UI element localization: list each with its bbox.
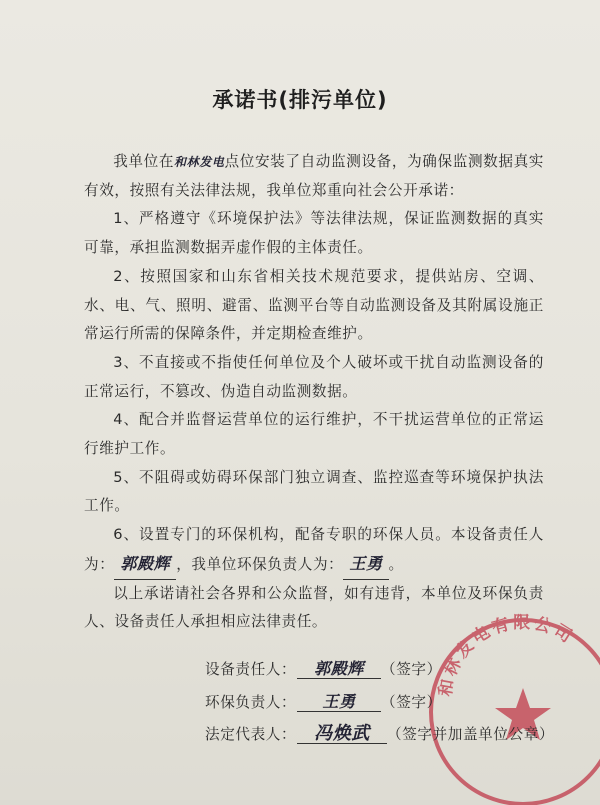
seal-text: 和林发电有限公司: [435, 613, 578, 698]
handwritten-equipment-person: 郭殿辉: [114, 550, 176, 580]
commitment-item-5: 5、不阻碍或妨碍环保部门独立调查、监控巡查等环境保护执法工作。: [84, 468, 544, 515]
signature-row-environment: [205, 691, 565, 712]
signature-note: （签字）: [381, 661, 442, 678]
signature-row-legal-rep: [205, 723, 565, 744]
intro-prefix: 我单位在: [113, 153, 175, 170]
intro-paragraph: [84, 148, 544, 205]
closing-paragraph: 以上承诺请社会各界和公众监督，如有违背，本单位及环保负责人、设备责任人承担相应法律责任。: [84, 584, 544, 631]
handwritten-signature: 郭殿辉: [297, 660, 381, 679]
commitment-item-2: 2、按照国家和山东省相关技术规范要求，提供站房、空调、水、电、气、照明、避雷、监测平台等自动监测设备及其附属设施正常运行所需的保障条件，并定期检查维护。: [84, 267, 544, 343]
document-body: [84, 148, 544, 637]
commitment-item-1: 1、严格遵守《环境保护法》等法律法规，保证监测数据的真实可靠，承担监测数据弄虚作假的主体责任。: [84, 210, 544, 257]
signature-label: 设备责任人：: [205, 661, 297, 678]
item6-prefix: 6、设置专门的环保机构，配备专职的环保人员。本设备责任人为：: [84, 526, 544, 573]
item6-middle: ，我单位环保负责人为：: [176, 555, 344, 573]
signature-label: 法定代表人：: [205, 726, 297, 743]
signature-note: （签字并加盖单位公章）: [387, 726, 555, 743]
signature-row-equipment: [205, 658, 565, 679]
commitment-item-6: [84, 521, 544, 579]
item6-end: 。: [388, 555, 404, 573]
document-title: 承诺书(排污单位): [212, 88, 388, 112]
handwritten-unit-name: 和林发电: [174, 155, 225, 169]
signature-label: 环保负责人：: [205, 694, 297, 711]
signature-note: （签字）: [381, 694, 442, 711]
intro-suffix: 点位安装了自动监测设备，为确保监测数据真实有效，按照有关法律法规，我单位郑重向社会公开承诺：: [84, 153, 544, 199]
handwritten-signature: 冯焕武: [297, 725, 387, 744]
commitment-item-3: 3、不直接或不指使任何单位及个人破坏或干扰自动监测设备的正常运行，不篡改、伪造自动监测数据。: [84, 353, 544, 400]
handwritten-signature: 王勇: [297, 693, 381, 712]
commitment-item-4: 4、配合并监督运营单位的运行维护，不干扰运营单位的正常运行维护工作。: [84, 411, 544, 458]
handwritten-env-person: 王勇: [343, 550, 388, 580]
